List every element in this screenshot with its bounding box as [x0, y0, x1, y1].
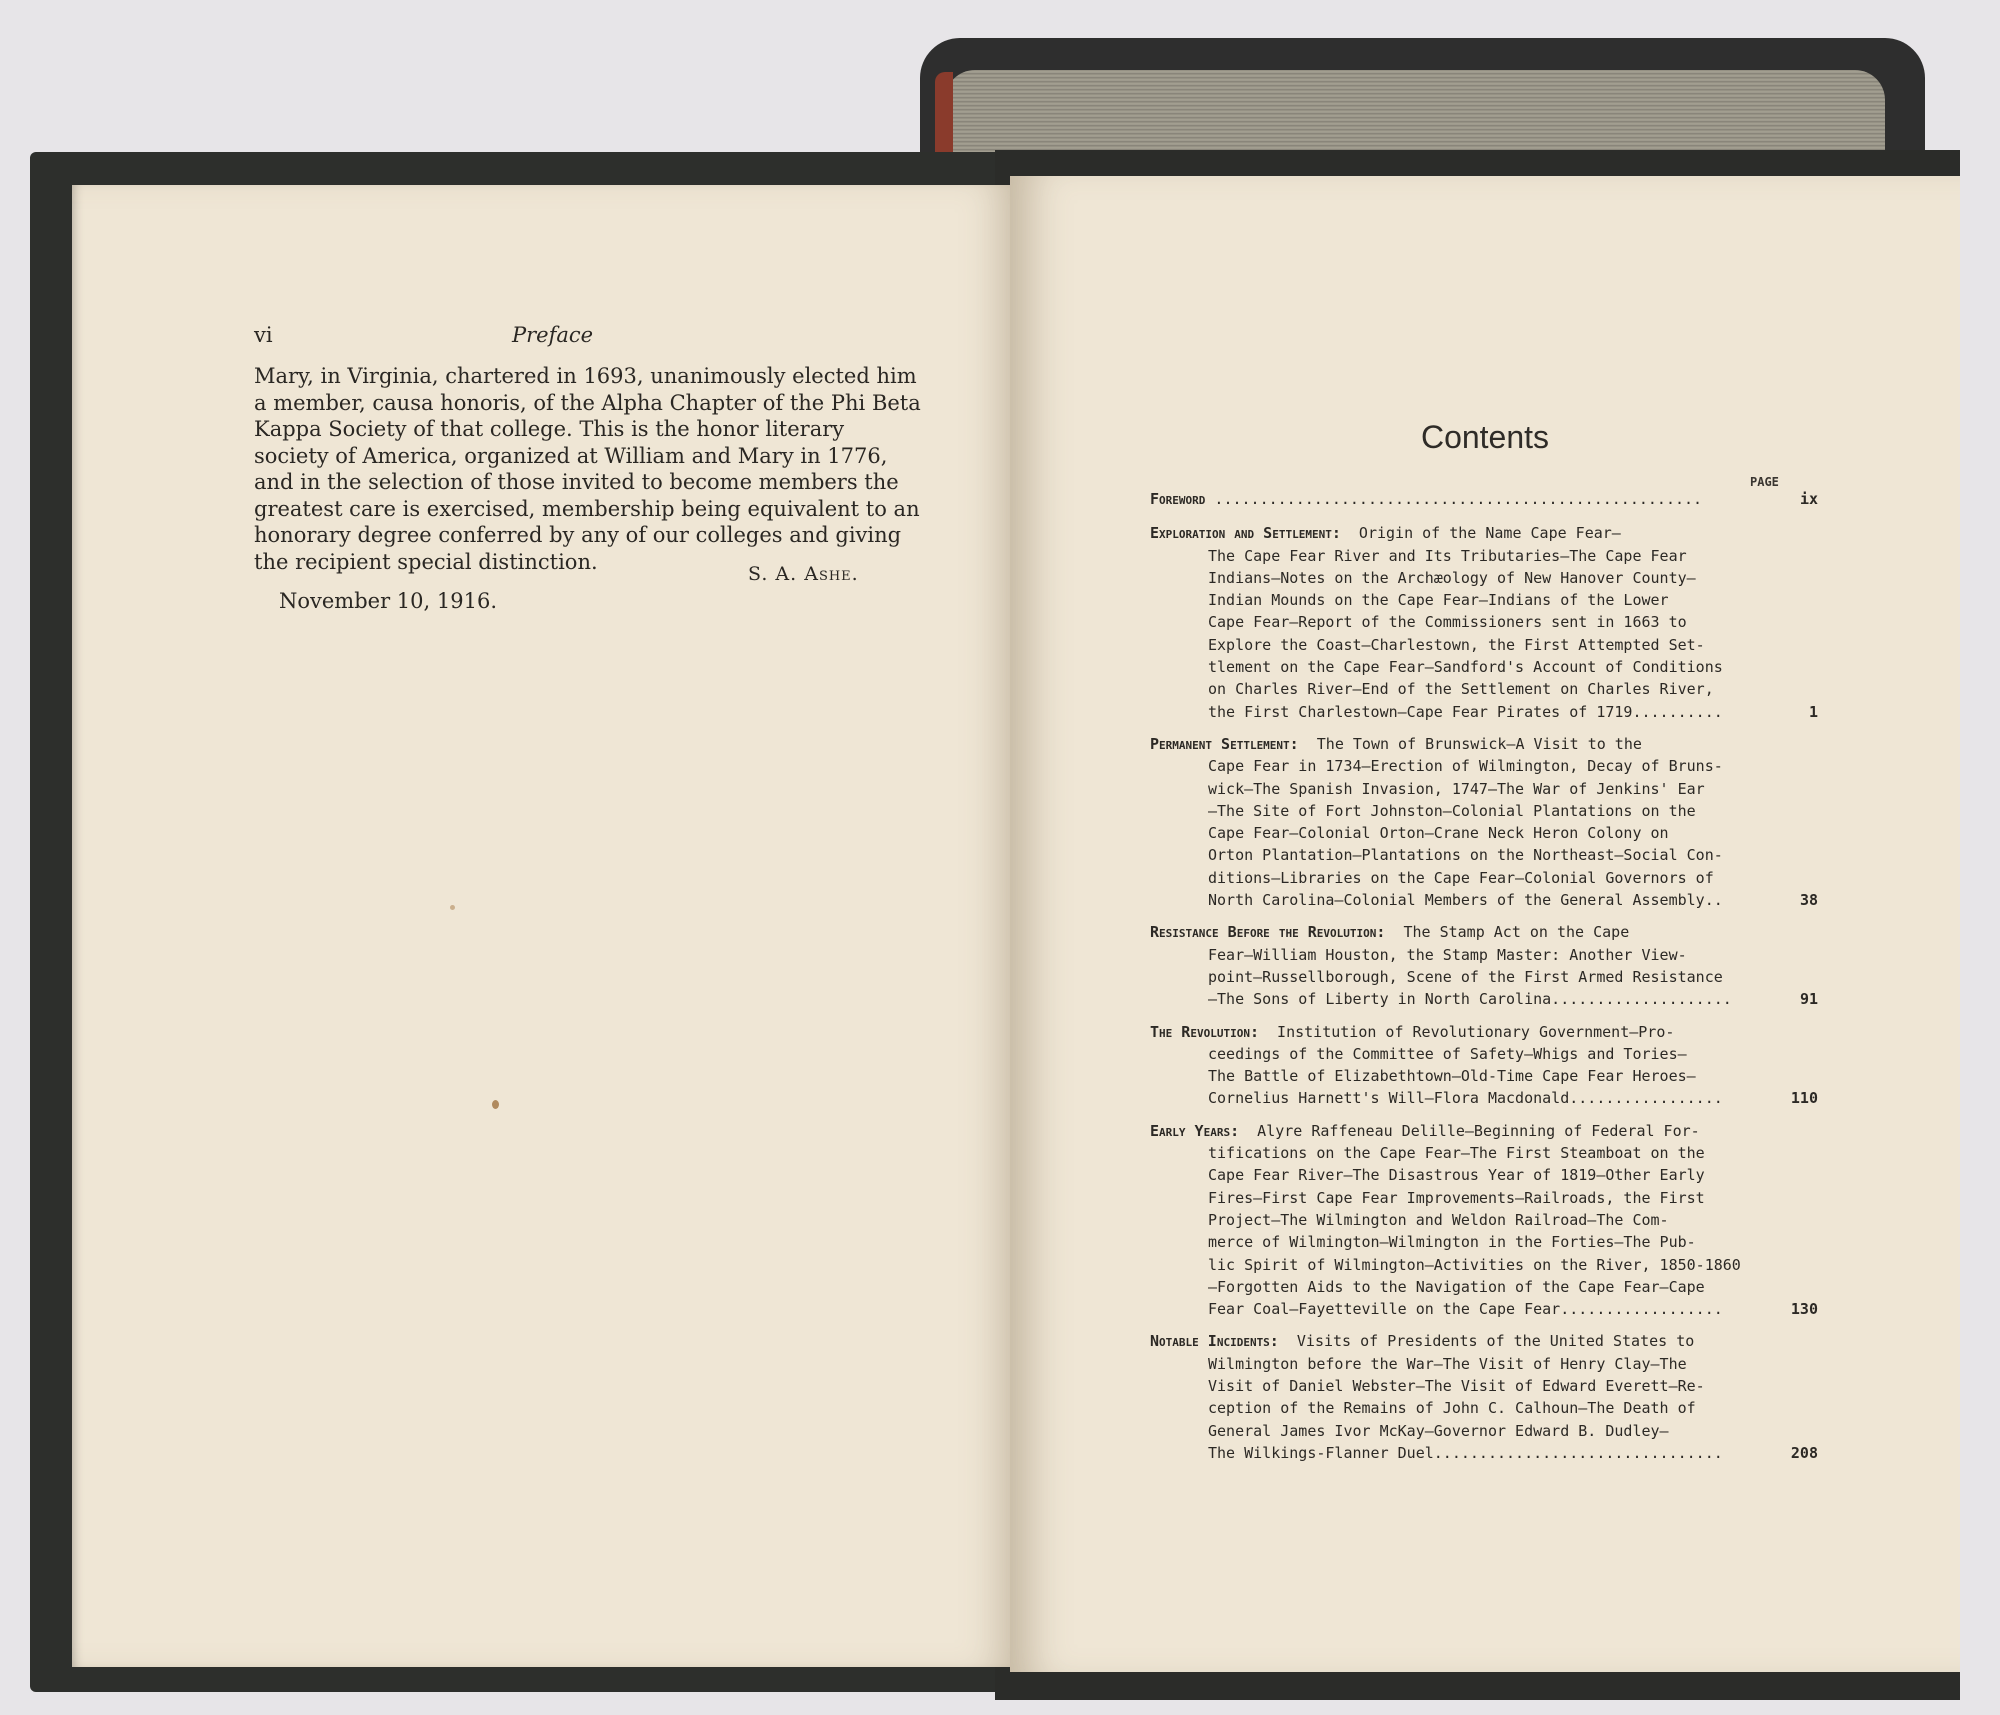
toc-line: The Cape Fear River and Its Tributaries—The Cape Fear [1208, 546, 1687, 565]
toc-line: Cape Fear in 1734—Erection of Wilmington, Decay of Bruns- [1208, 757, 1723, 776]
right-page [1010, 176, 1960, 1672]
toc-line: wick—The Spanish Invasion, 1747—The War of Jenkins' Ear [1208, 779, 1705, 798]
preface-line: greatest care is exercised, membership being equivalent to an [254, 496, 920, 521]
toc-line: Indians—Notes on the Archæology of New Hanover County— [1208, 568, 1696, 587]
toc-line: Cornelius Harnett's Will—Flora Macdonald................. [1208, 1089, 1723, 1108]
toc-page-number: 38 [1799, 891, 1818, 910]
running-title: Preface [512, 323, 594, 347]
toc-line [1150, 921, 1800, 943]
toc-line: Orton Plantation—Plantations on the Northeast—Social Con- [1208, 846, 1723, 865]
toc-heading: Permanent Settlement: [1150, 734, 1299, 753]
toc-text: Origin of the Name Cape Fear— [1340, 524, 1621, 543]
toc-line [1150, 1330, 1800, 1352]
toc-heading: Exploration and Settlement: [1150, 524, 1341, 543]
preface-line: society of America, organized at William and Mary in 1776, [254, 443, 888, 468]
toc-entry [1150, 522, 1818, 723]
toc-text: The Town of Brunswick—A Visit to the [1298, 734, 1642, 753]
toc-line: the First Charlestown—Cape Fear Pirates of 1719.......... [1208, 702, 1723, 721]
preface-line: a member, causa honoris, of the Alpha Chapter of the Phi Beta [254, 390, 921, 415]
page-number: vi [254, 323, 273, 347]
toc-line: Cape Fear—Colonial Orton—Crane Neck Heron Colony on [1208, 824, 1669, 843]
toc-line [1150, 1120, 1800, 1142]
toc-line [1150, 1021, 1800, 1043]
toc-line: General James Ivor McKay—Governor Edward B. Dudley— [1208, 1421, 1669, 1440]
toc-line: ditions—Libraries on the Cape Fear—Colonial Governors of [1208, 868, 1714, 887]
toc-line: Cape Fear—Report of the Commissioners sent in 1663 to [1208, 613, 1687, 632]
toc-page-number: 208 [1790, 1443, 1818, 1462]
toc-line: Wilmington before the War—The Visit of Henry Clay—The [1208, 1354, 1687, 1373]
toc-line: —The Sons of Liberty in North Carolina.................... [1208, 990, 1732, 1009]
toc-page-number: 1 [1808, 702, 1818, 721]
toc-line: tifications on the Cape Fear—The First Steamboat on the [1208, 1144, 1705, 1163]
toc-line: on Charles River—End of the Settlement on Charles River, [1208, 680, 1714, 699]
toc-line [1150, 488, 1800, 510]
toc-text: ...................................................... [1205, 490, 1703, 508]
toc-text: Visits of Presidents of the United States to [1278, 1332, 1695, 1351]
toc-entry [1150, 921, 1818, 1010]
toc-line: tlement on the Cape Fear—Sandford's Account of Conditions [1208, 658, 1723, 677]
toc-line: Project—The Wilmington and Weldon Railroad—The Com- [1208, 1210, 1669, 1229]
preface-line: honorary degree conferred by any of our colleges and giving [254, 523, 902, 547]
toc-line: lic Spirit of Wilmington—Activities on the River, 1850-1860 [1208, 1255, 1741, 1274]
toc-text: Alyre Raffeneau Delille—Beginning of Federal For- [1239, 1121, 1700, 1140]
toc-text: Institution of Revolutionary Government—Pro- [1258, 1022, 1675, 1041]
toc-entry [1150, 1021, 1818, 1110]
toc-heading: Foreword [1150, 490, 1206, 508]
toc-line: The Wilkings-Flanner Duel................................ [1208, 1443, 1723, 1462]
toc-entry [1150, 1330, 1818, 1464]
toc-page-number: ix [1799, 490, 1818, 508]
preface-line: and in the selection of those invited to become members the [254, 470, 899, 494]
toc-line: Cape Fear River—The Disastrous Year of 1819—Other Early [1208, 1166, 1705, 1185]
signature: S. A. Ashe. [748, 563, 859, 585]
toc-heading: Resistance Before the Revolution: [1150, 923, 1386, 942]
toc-heading: Notable Incidents: [1150, 1332, 1279, 1351]
preface-line: Kappa Society of that college. This is the honor literary [254, 417, 845, 441]
toc-line: ceedings of the Committee of Safety—Whigs and Tories— [1208, 1044, 1687, 1063]
toc-entry [1150, 488, 1818, 510]
toc-entry [1150, 1120, 1818, 1321]
foxing-spot [492, 1100, 499, 1109]
toc-line [1150, 522, 1800, 544]
toc-line: Visit of Daniel Webster—The Visit of Edward Everett—Re- [1208, 1376, 1705, 1395]
toc-page-number: 91 [1799, 990, 1818, 1009]
preface-text [254, 363, 979, 575]
preface-line: Mary, in Virginia, chartered in 1693, unanimously elected him [254, 364, 917, 388]
toc-page-number: 130 [1790, 1300, 1818, 1319]
toc-line: point—Russellborough, Scene of the First Armed Resistance [1208, 967, 1723, 986]
page-column-label: PAGE [1750, 475, 1779, 489]
toc-line: —The Site of Fort Johnston—Colonial Plantations on the [1208, 801, 1696, 820]
page-title: Contents [1420, 419, 1550, 455]
toc-line: —Forgotten Aids to the Navigation of the Cape Fear—Cape [1208, 1277, 1705, 1296]
table-of-contents [1150, 488, 1818, 1474]
toc-line: Fires—First Cape Fear Improvements—Railroads, the First [1208, 1188, 1705, 1207]
toc-heading: Early Years: [1150, 1121, 1240, 1140]
toc-line: Fear Coal—Fayetteville on the Cape Fear.................. [1208, 1300, 1723, 1319]
toc-entry [1150, 733, 1818, 911]
preface-line: the recipient special distinction. [254, 549, 598, 574]
toc-page-number: 110 [1790, 1089, 1818, 1108]
toc-line: Indian Mounds on the Cape Fear—Indians of the Lower [1208, 591, 1669, 610]
toc-line: ception of the Remains of John C. Calhoun—The Death of [1208, 1399, 1696, 1418]
date: November 10, 1916. [279, 589, 497, 613]
toc-line: Explore the Coast—Charlestown, the First Attempted Set- [1208, 635, 1705, 654]
toc-line: North Carolina—Colonial Members of the General Assembly.. [1208, 891, 1723, 910]
toc-heading: The Revolution: [1150, 1022, 1259, 1041]
toc-text: The Stamp Act on the Cape [1385, 923, 1630, 942]
toc-line: merce of Wilmington—Wilmington in the Forties—The Pub- [1208, 1233, 1696, 1252]
toc-line [1150, 733, 1800, 755]
running-head [254, 323, 979, 363]
left-page [72, 185, 1012, 1667]
toc-line: The Battle of Elizabethtown—Old-Time Cape Fear Heroes— [1208, 1067, 1696, 1086]
foxing-spot [450, 905, 455, 910]
toc-line: Fear—William Houston, the Stamp Master: Another View- [1208, 945, 1687, 964]
